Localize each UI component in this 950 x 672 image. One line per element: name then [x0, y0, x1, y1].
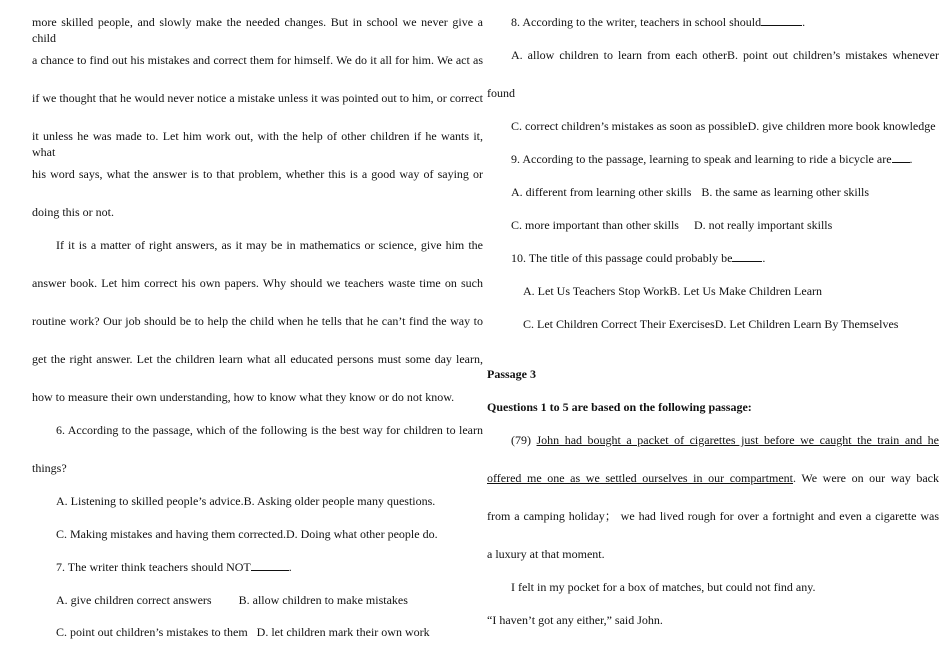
- answer-blank: [892, 151, 910, 163]
- paragraph-line: his word says, what the answer is to that problem, whether this is a good way of saying or: [32, 167, 483, 181]
- option-a: A. Let Us Teachers Stop Work: [523, 284, 670, 298]
- option-b: B. Let Us Make Children Learn: [669, 284, 823, 298]
- question-6-stem: 6. According to the passage, which of the following is the best way for children to learn: [56, 423, 483, 437]
- question-6-options-cd: [32, 526, 483, 542]
- option-a: A. allow children to learn from each other: [511, 48, 727, 62]
- option-c: C. more important than other skills: [511, 218, 679, 232]
- passage-3-line: from a camping holiday； we had lived rough for over a fortnight and even a cigarette was: [487, 509, 939, 523]
- question-7-options-cd: [32, 624, 483, 640]
- question-10-stem: 10. The title of this passage could probably be .: [511, 251, 766, 265]
- option-c: C. point out children’s mistakes to them: [56, 625, 248, 639]
- option-b: B. Asking older people many questions.: [243, 494, 436, 508]
- passage-3-line: “I haven’t got any either,” said John.: [487, 613, 663, 627]
- answer-blank: [251, 559, 289, 571]
- paragraph-line: a chance to find out his mistakes and correct them for himself. We do it all for him. We act as: [32, 53, 483, 67]
- option-a: A. different from learning other skills: [511, 185, 692, 199]
- question-7-stem: 7. The writer think teachers should NOT .: [56, 560, 292, 574]
- paragraph-line: more skilled people, and slowly make the needed changes. But in school we never give a child: [32, 15, 483, 45]
- paragraph-line: doing this or not.: [32, 205, 115, 219]
- sentence-marker: (79): [511, 433, 537, 447]
- paragraph-line: answer book. Let him correct his own papers. Why should we teachers waste time on such: [32, 276, 483, 290]
- passage-3-line: [487, 432, 939, 448]
- option-b: B. point out children’s mistakes whenever: [726, 48, 939, 62]
- underlined-sentence: John had bought a packet of cigarettes just before we caught the train and he: [536, 433, 939, 447]
- option-c: C. Let Children Correct Their Exercises: [523, 317, 715, 331]
- question-8-option-b-cont: found: [487, 86, 515, 100]
- paragraph-line: how to measure their own understanding, how to know what they know or do not know.: [32, 390, 455, 404]
- question-8-options-ab: [487, 47, 939, 63]
- option-c: C. correct children’s mistakes as soon as possible: [511, 119, 748, 133]
- option-b: B. the same as learning other skills: [701, 185, 870, 199]
- option-d: D. Let Children Learn By Themselves: [714, 317, 899, 331]
- question-8-stem: 8. According to the writer, teachers in school should .: [511, 15, 806, 29]
- paragraph-line: If it is a matter of right answers, as it may be in mathematics or science, give him the: [56, 238, 483, 252]
- question-10-options-ab: [487, 283, 939, 299]
- paragraph-line: routine work? Our job should be to help the child when he tells that he can’t find the way to: [32, 314, 483, 328]
- answer-blank: [761, 14, 802, 26]
- paragraph-line: it unless he was made to. Let him work out, with the help of other children if he wants it, what: [32, 129, 483, 159]
- question-7-options-ab: [32, 592, 483, 608]
- option-d: D. give children more book knowledge: [747, 119, 936, 133]
- option-d: D. Doing what other people do.: [285, 527, 438, 541]
- question-8-options-cd: [487, 118, 939, 134]
- option-a: A. give children correct answers: [56, 593, 212, 607]
- question-6-options-ab: [32, 493, 483, 509]
- question-10-options-cd: [487, 316, 939, 332]
- question-9-stem: 9. According to the passage, learning to speak and learning to ride a bicycle are .: [511, 152, 913, 166]
- option-d: D. not really important skills: [693, 218, 833, 232]
- option-b: B. allow children to make mistakes: [238, 593, 408, 607]
- question-9-options-ab: [487, 184, 939, 200]
- question-6-stem-cont: things?: [32, 461, 67, 475]
- option-a: A. Listening to skilled people’s advice.: [56, 494, 244, 508]
- passage-3-instructions: Questions 1 to 5 are based on the following passage:: [487, 400, 752, 414]
- question-9-options-cd: [487, 217, 939, 233]
- answer-blank: [732, 250, 762, 262]
- paragraph-line: get the right answer. Let the children learn what all educated persons must some day learn,: [32, 352, 483, 366]
- passage-3-title: Passage 3: [487, 367, 536, 381]
- underlined-sentence: offered me one as we settled ourselves in our compartment: [487, 471, 794, 485]
- passage-3-line: offered me one as we settled ourselves in our compartment. We were on our way back: [487, 471, 939, 485]
- passage-3-line: a luxury at that moment.: [487, 547, 605, 561]
- option-c: C. Making mistakes and having them corrected.: [56, 527, 286, 541]
- passage-3-line: I felt in my pocket for a box of matches, but could not find any.: [511, 580, 816, 594]
- paragraph-line: if we thought that he would never notice a mistake unless it was pointed out to him, or correct: [32, 91, 483, 105]
- option-d: D. let children mark their own work: [256, 625, 430, 639]
